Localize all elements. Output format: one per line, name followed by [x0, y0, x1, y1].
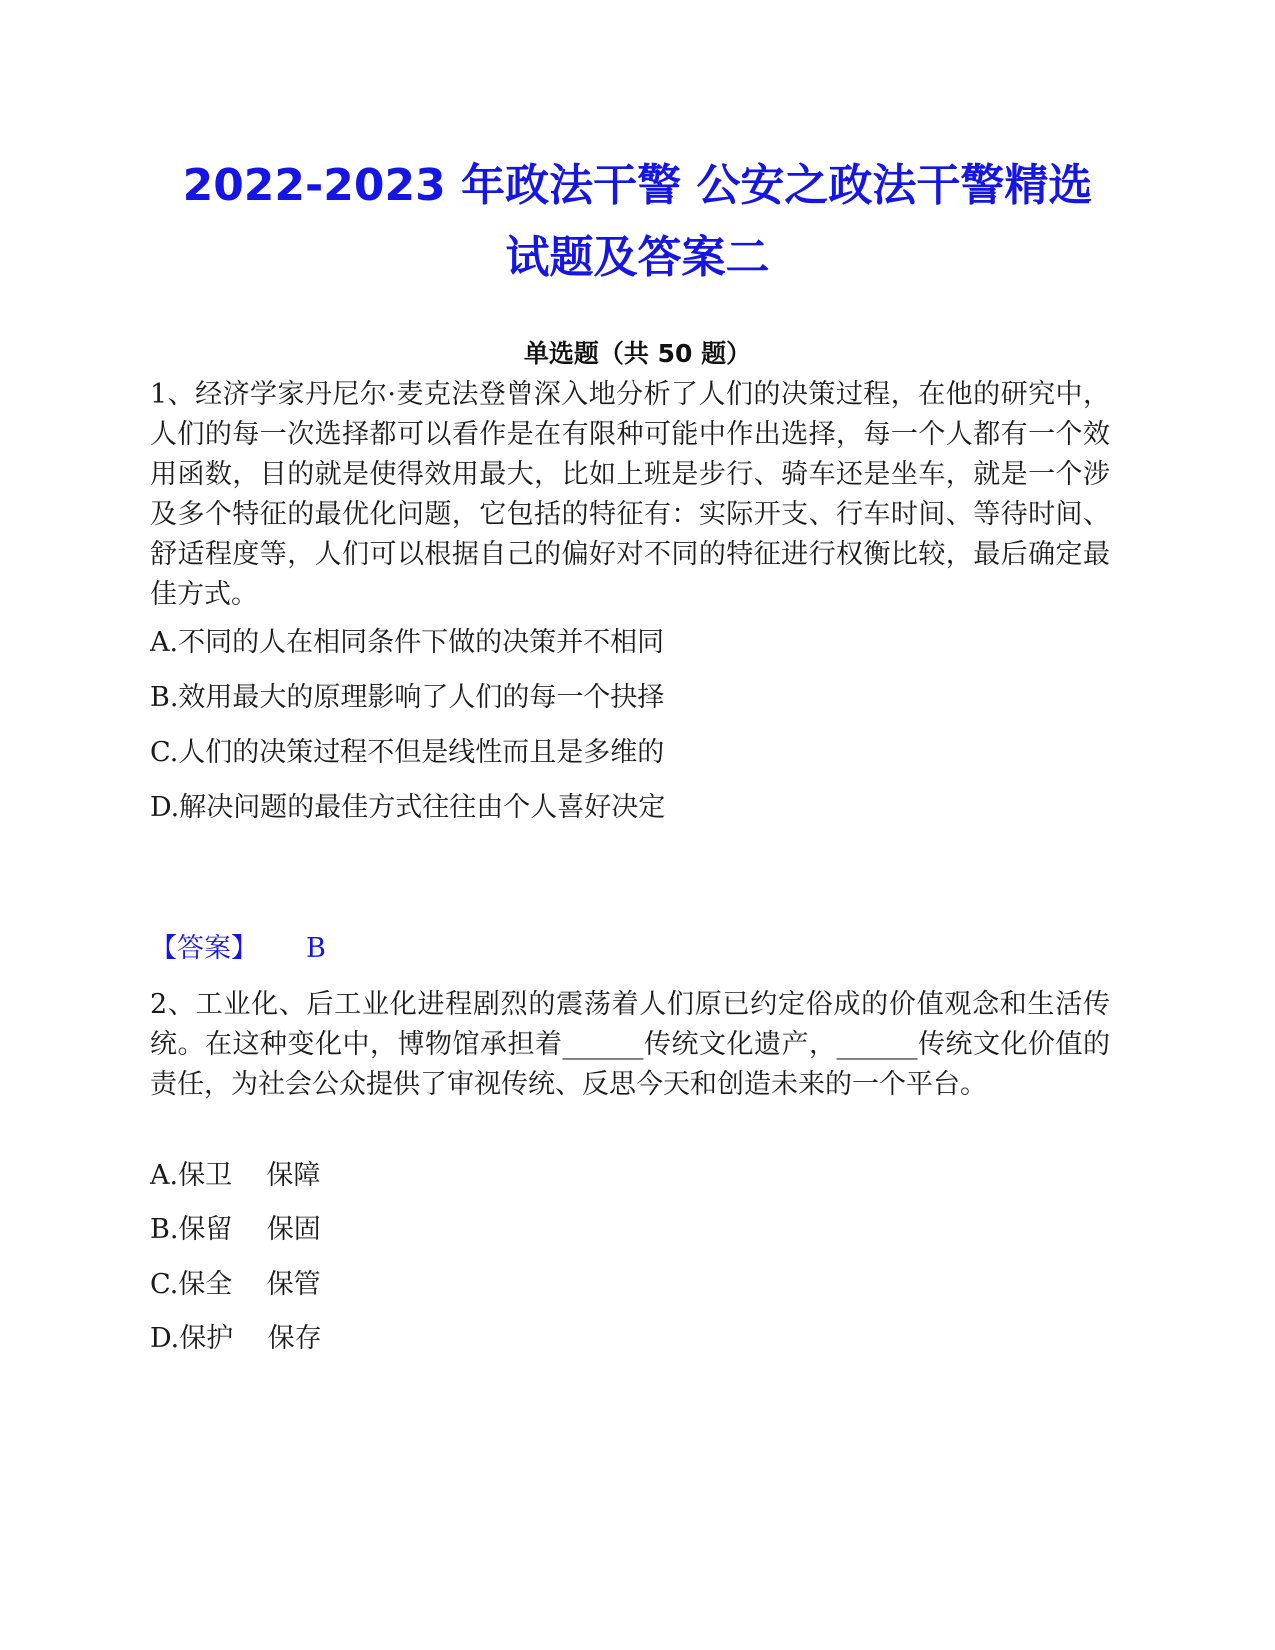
title-line-1: 2022-2023 年政法干警 公安之政法干警精选 [182, 160, 1093, 211]
question-2-option-c: C.保全 保管 [150, 1269, 321, 1300]
question-1-answer [150, 931, 326, 967]
question-1-option-c: C.人们的决策过程不但是线性而且是多维的 [150, 737, 665, 768]
question-1-option-a: A.不同的人在相同条件下做的决策并不相同 [150, 627, 665, 658]
document-title [140, 150, 1135, 294]
answer-value: B [306, 933, 326, 964]
title-line-2: 试题及答案二 [505, 232, 770, 283]
question-2-stem: 2、工业化、后工业化进程剧烈的震荡着人们原已约定俗成的价值观念和生活传统。在这种变化中，博物馆承担着______传统文化遗产，______传统文化价值的责任，为社会公众提供了审视传统、反思今天和创造未来的一个平台。 [150, 989, 1110, 1100]
question-1-option-b: B.效用最大的原理影响了人们的每一个抉择 [150, 682, 665, 713]
question-2-option-d: D.保护 保存 [150, 1323, 322, 1354]
question-1-option-d: D.解决问题的最佳方式往往由个人喜好决定 [150, 792, 666, 823]
question-2-option-a: A.保卫 保障 [150, 1160, 321, 1191]
section-heading: 单选题（共 50 题） [523, 339, 752, 368]
question-1-stem: 1、经济学家丹尼尔·麦克法登曾深入地分析了人们的决策过程，在他的研究中，人们的每一次选择都可以看作是在有限种可能中作出选择，每一个人都有一个效用函数，目的就是使得效用最大，比如上班是步行、骑车还是坐车，就是一个涉及多个特征的最优化问题，它包括的特征有：实际开支、行车时间、等待时间、舒适程度等，人们可以根据自己的偏好对不同的特征进行权衡比较，最后确定最佳方式。 [150, 379, 1110, 610]
question-2-option-b: B.保留 保固 [150, 1214, 321, 1245]
answer-label: 【答案】 [150, 933, 258, 964]
